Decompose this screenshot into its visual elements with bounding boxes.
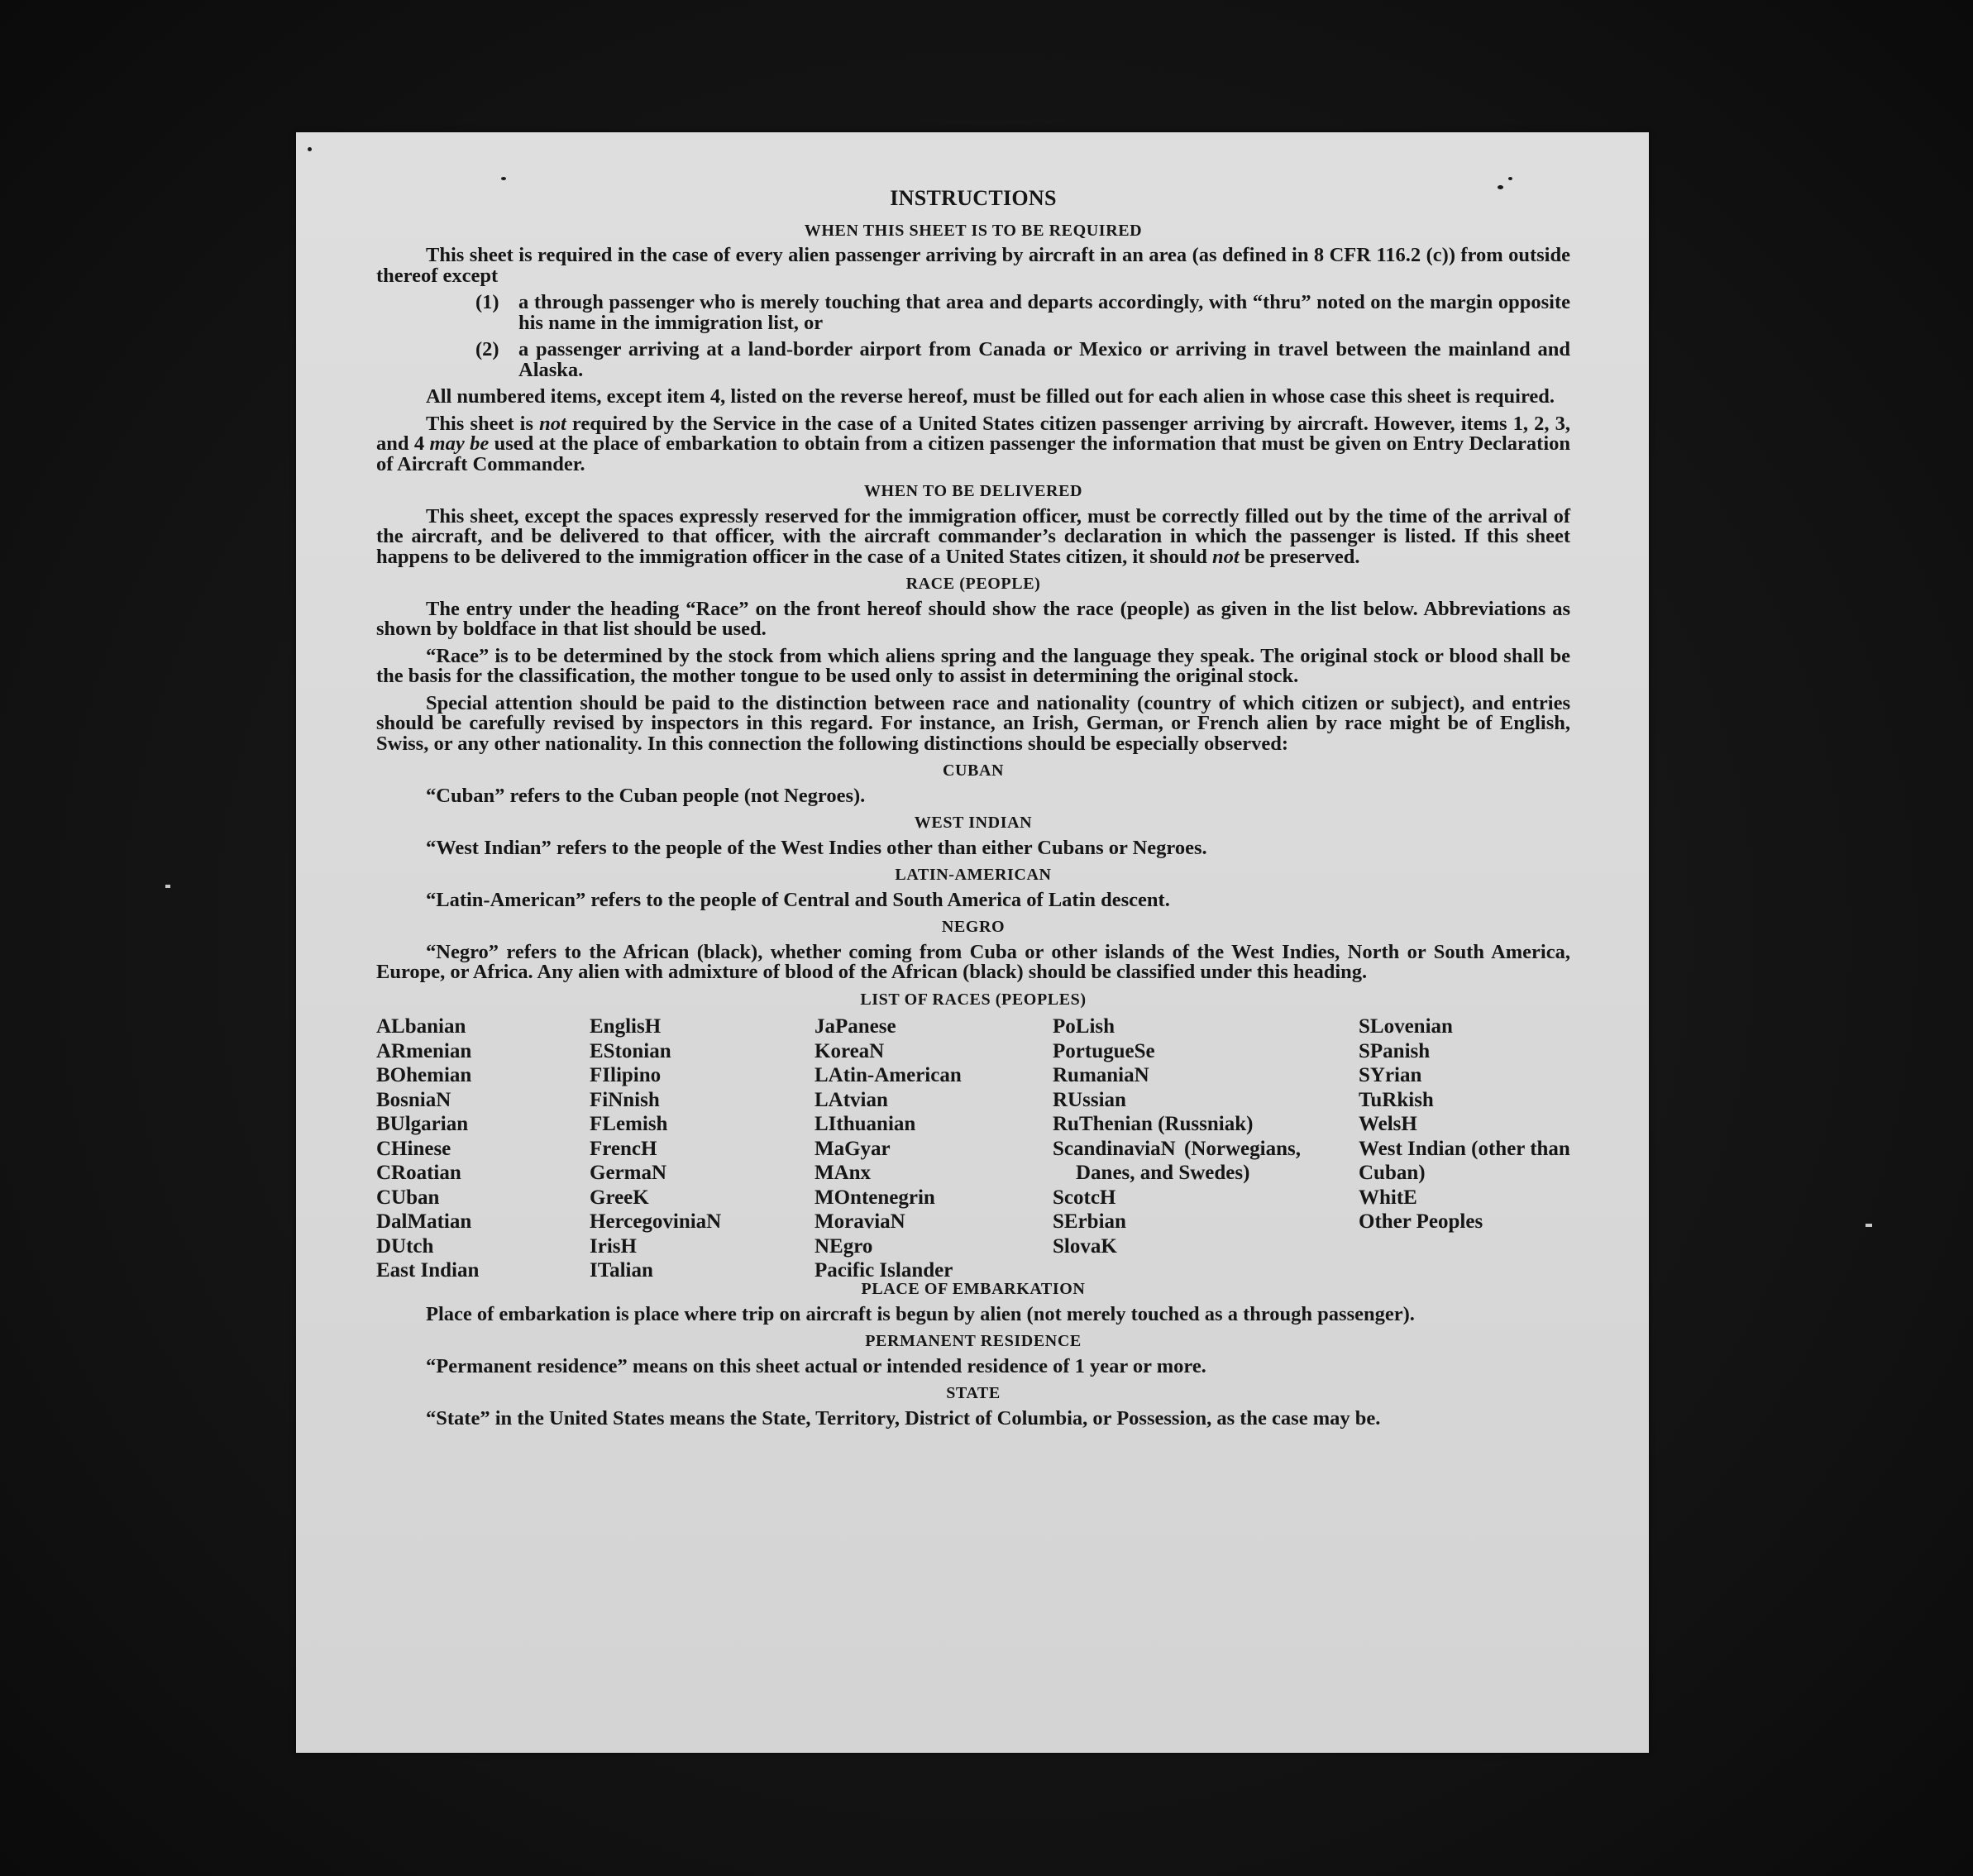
race-entry: KoreaN (815, 1039, 885, 1062)
heading-when-delivered: WHEN TO BE DELIVERED (863, 482, 1083, 500)
item-number: (1) (475, 291, 499, 313)
italic-run: may be (429, 432, 490, 455)
races-column-1 (376, 1014, 575, 1283)
race-entry: ScotcH (1053, 1186, 1116, 1209)
race-entry: ScandinaviaN (Norwegians, Danes, and Swedes) (1053, 1137, 1301, 1184)
race-entry: Pacific Islander (815, 1259, 953, 1282)
para-west-indian: “West Indian” refers to the people of the West Indies other than either Cubans or Negroes. (426, 836, 1207, 859)
para-delivered (376, 504, 1570, 568)
race-entry: WhitE (1359, 1186, 1417, 1209)
heading-state: STATE (946, 1384, 1001, 1402)
race-entry: TuRkish (1359, 1088, 1434, 1111)
italic-run: not (1212, 545, 1240, 568)
para-numbered-items: All numbered items, except item 4, listed on the reverse hereof, must be filled out for each alien in whose case this sheet is required. (426, 385, 1555, 408)
para-race-2: “Race” is to be determined by the stock from which aliens spring and the language they speak. The original stock or blood shall be the basis for the classification, the mother tongue to be used only to assist in determining the original stock. (376, 644, 1570, 687)
race-entry: CRoatian (376, 1162, 461, 1184)
page-title: INSTRUCTIONS (890, 186, 1057, 210)
race-entry: RumaniaN (1053, 1064, 1149, 1086)
race-entry: MaGyar (815, 1137, 891, 1160)
text-run: required by the Service in the case of a United States citizen passenger arriving by aircraft. However, items 1, 2, 3, and 4 (376, 412, 1571, 455)
races-column-4 (1053, 1014, 1301, 1258)
heading-residence: PERMANENT RESIDENCE (865, 1332, 1082, 1350)
race-entry: SYrian (1359, 1064, 1422, 1086)
race-entry: GermaN (590, 1162, 667, 1184)
race-entry: SlovaK (1053, 1234, 1117, 1258)
italic-run: not (539, 412, 566, 435)
scan-mark (165, 885, 170, 888)
race-entry: HercegoviniaN (590, 1210, 722, 1233)
race-entry: EStonian (590, 1039, 671, 1062)
text-run: be preserved. (1244, 545, 1360, 568)
dust-speck (501, 177, 506, 180)
race-entry: ARmenian (376, 1039, 472, 1062)
race-entry: SLovenian (1359, 1015, 1453, 1038)
heading-when-required: WHEN THIS SHEET IS TO BE REQUIRED (804, 221, 1143, 240)
race-entry: DUtch (376, 1234, 434, 1258)
race-entry: FiNnish (590, 1088, 660, 1111)
race-entry: LIthuanian (815, 1113, 916, 1135)
race-entry: MoraviaN (815, 1210, 905, 1233)
race-entry: West Indian (other than Cuban) (1359, 1137, 1570, 1184)
para-residence: “Permanent residence” means on this sheet actual or intended residence of 1 year or more. (426, 1354, 1206, 1377)
race-entry: FLemish (590, 1113, 668, 1135)
race-entry: East Indian (376, 1259, 480, 1282)
exception-item-2 (475, 340, 1570, 380)
race-entry: LAtin-American (815, 1064, 962, 1086)
dust-speck (308, 147, 312, 151)
race-entry: PortugueSe (1053, 1039, 1155, 1062)
para-race-3: Special attention should be paid to the distinction between race and nationality (country of which citizen or subject), and entries should be carefully revised by inspectors in this regard. For instance, an Irish, German, or French alien by race might be of English, Swiss, or any other nationality. In this connection the following distinctions should be especially observed: (376, 691, 1570, 755)
race-entry: LAtvian (815, 1088, 888, 1111)
text-run: This sheet is (426, 412, 533, 435)
para-latin-american: “Latin-American” refers to the people of Central and South America of Latin descent. (426, 888, 1170, 911)
exception-item-1 (475, 293, 1570, 333)
races-column-5 (1359, 1014, 1570, 1234)
race-entry: JaPanese (815, 1015, 896, 1038)
race-entry: SErbian (1053, 1210, 1126, 1233)
para-cuban: “Cuban” refers to the Cuban people (not Negroes). (426, 784, 866, 807)
race-entry: RuThenian (Russniak) (1053, 1113, 1254, 1135)
race-entry: CUban (376, 1186, 440, 1209)
heading-list-of-races: LIST OF RACES (PEOPLES) (860, 990, 1087, 1009)
para-intro: This sheet is required in the case of every alien passenger arriving by aircraft in an area (as defined in 8 CFR 116.2 (c)) from outside thereof except (376, 244, 1570, 287)
race-entry: FrencH (590, 1137, 657, 1160)
race-entry: BOhemian (376, 1064, 472, 1086)
scan-mark (1866, 1224, 1872, 1227)
race-entry: EnglisH (590, 1015, 662, 1038)
race-entry: FIlipino (590, 1064, 662, 1086)
race-entry: ALbanian (376, 1015, 466, 1038)
item-number: (2) (475, 338, 499, 360)
para-embarkation: Place of embarkation is place where trip on aircraft is begun by alien (not merely touched as a through passenger). (426, 1302, 1415, 1325)
race-entry: Other Peoples (1359, 1210, 1483, 1233)
race-entry: ITalian (590, 1259, 653, 1282)
races-column-2 (590, 1014, 805, 1283)
race-entry: CHinese (376, 1137, 451, 1160)
heading-latin-american: LATIN-AMERICAN (895, 866, 1052, 884)
heading-negro: NEGRO (941, 918, 1006, 936)
race-entry: BUlgarian (376, 1113, 469, 1135)
instructions-text (376, 186, 1571, 1435)
race-entry: WelsH (1359, 1113, 1417, 1135)
text-run: This sheet, except the spaces expressly reserved for the immigration officer, must be correctly filled out by the time of the arrival of the aircraft, and be delivered to that officer, with the aircraft commander’s declaration in which the passenger is listed. If this sheet happens to be delivered to the immigration officer in the case of a United States citizen, it should (376, 504, 1570, 568)
dust-speck (1508, 177, 1512, 180)
item-text: a through passenger who is merely touching that area and departs accordingly, with “thru” noted on the margin opposite his name in the immigration list, or (518, 291, 1570, 334)
heading-race: RACE (PEOPLE) (905, 575, 1041, 593)
heading-west-indian: WEST INDIAN (914, 814, 1033, 832)
race-entry: PoLish (1053, 1015, 1115, 1038)
races-list (376, 1014, 1570, 1282)
para-citizen (376, 414, 1570, 475)
text-run: used at the place of embarkation to obtain from a citizen passenger the information that must be given on Entry Declaration of Aircraft Commander. (376, 432, 1571, 475)
race-entry: MOntenegrin (815, 1186, 935, 1209)
item-text: a passenger arriving at a land-border airport from Canada or Mexico or arriving in travel between the mainland and Alaska. (518, 338, 1570, 381)
para-negro: “Negro” refers to the African (black), whether coming from Cuba or other islands of the West Indies, North or South America, Europe, or Africa. Any alien with admixture of blood of the African (black) should be classified under this heading. (376, 940, 1570, 983)
heading-cuban: CUBAN (942, 761, 1005, 780)
race-entry: BosniaN (376, 1088, 451, 1111)
heading-embarkation: PLACE OF EMBARKATION (861, 1280, 1086, 1298)
para-race-1: The entry under the heading “Race” on the front hereof should show the race (people) as given in the list below. Abbreviations as shown by boldface in that list should be used. (376, 597, 1570, 640)
race-entry: SPanish (1359, 1039, 1431, 1062)
race-entry: DalMatian (376, 1210, 472, 1233)
para-state: “State” in the United States means the State, Territory, District of Columbia, or Possession, as the case may be. (426, 1406, 1381, 1430)
race-entry: NEgro (815, 1234, 873, 1258)
race-entry: MAnx (815, 1162, 872, 1184)
races-column-3 (815, 1014, 1038, 1283)
document-page (296, 132, 1649, 1753)
race-entry: GreeK (590, 1186, 649, 1209)
race-entry: RUssian (1053, 1088, 1126, 1111)
race-entry: IrisH (590, 1234, 637, 1258)
